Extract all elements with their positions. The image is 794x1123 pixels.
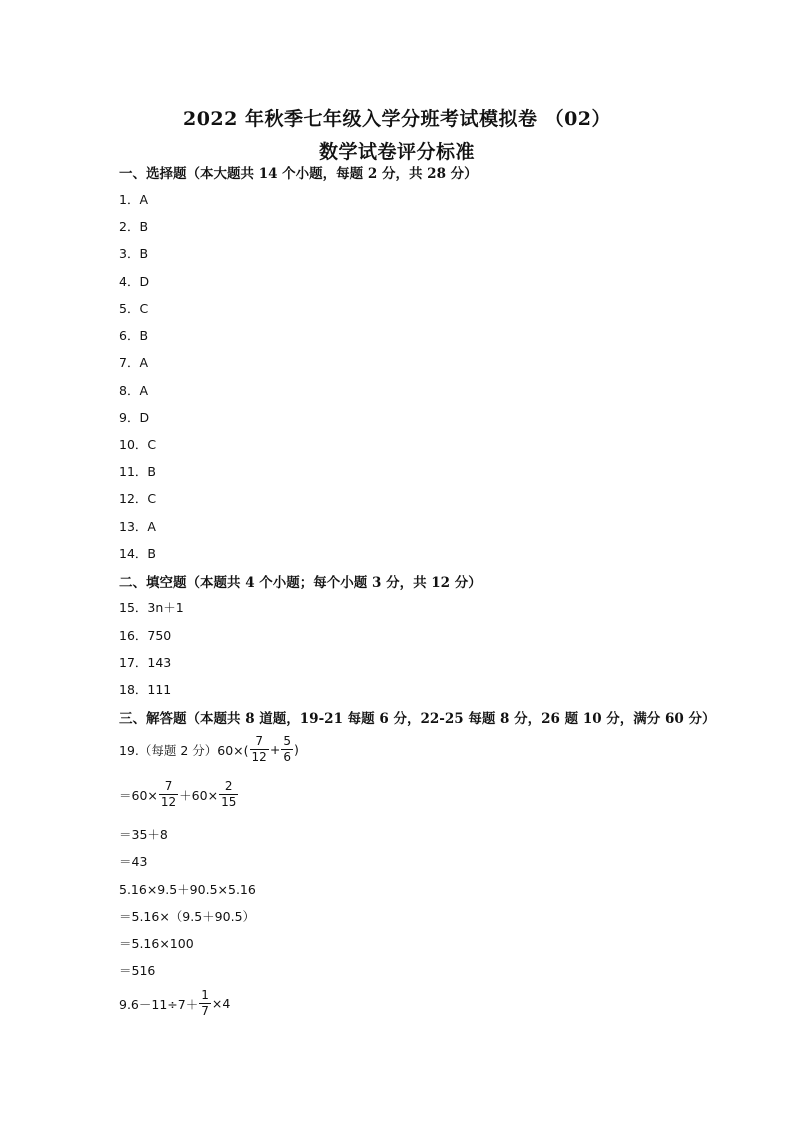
fraction: $\frac{7}{12}$ <box>251 734 267 764</box>
answer-item: 4．D <box>119 274 150 289</box>
fraction: $\frac{1}{7}$ <box>201 988 209 1018</box>
section-heading-solutions: 三、解答题（本题共 8 道题，19-21 每题 6 分，22-25 每题 8 分，26 题 10 分，满分 60 分） <box>119 711 716 727</box>
section-heading-fill-blank: 二、填空题（本题共 4 个小题；每个小题 3 分，共 12 分） <box>119 575 482 591</box>
solution-line: ＝43 <box>119 854 148 869</box>
answer-item: 15．3n＋1 <box>119 600 184 615</box>
answer-item: 3．B <box>119 246 149 261</box>
section-heading-multiple-choice: 一、选择题（本大题共 14 个小题，每题 2 分，共 28 分） <box>119 166 478 182</box>
answer-item: 16．750 <box>119 628 172 643</box>
answer-item: 5．C <box>119 301 149 316</box>
answer-item: 10．C <box>119 437 157 452</box>
fraction: $\frac{2}{15}$ <box>221 779 237 809</box>
page-subtitle: 数学试卷评分标准 <box>318 141 475 163</box>
solution-line: ＝5.16×（9.5＋90.5） <box>119 909 256 924</box>
answer-item: 9．D <box>119 410 150 425</box>
solution-line: ＝35＋8 <box>119 827 168 842</box>
answer-item: 2．B <box>119 219 149 234</box>
solution-line-q19: 19.（每题 2 分）60×( $\frac{7}{12}$ + $\frac{5}{6}$ ) <box>119 734 299 764</box>
solution-line: ＝60× $\frac{7}{12}$ ＋60× $\frac{2}{15}$ <box>119 779 237 809</box>
answer-item: 18．111 <box>119 682 172 697</box>
answer-item: 1．A <box>119 192 149 207</box>
answer-item: 8．A <box>119 383 149 398</box>
answer-item: 14．B <box>119 546 156 561</box>
solution-line: 9.6－11÷7＋ $\frac{1}{7}$ ×4 <box>119 988 231 1018</box>
answer-item: 11．B <box>119 464 156 479</box>
answer-item: 17．143 <box>119 655 172 670</box>
page-title: 2022 年秋季七年级入学分班考试模拟卷 （02） <box>182 108 612 130</box>
fraction: $\frac{5}{6}$ <box>283 734 291 764</box>
solution-line: ＝516 <box>119 963 156 978</box>
fraction: $\frac{7}{12}$ <box>160 779 177 809</box>
answer-item: 7．A <box>119 355 149 370</box>
answer-item: 12．C <box>119 491 157 506</box>
answer-item: 6．B <box>119 328 149 343</box>
answer-item: 13．A <box>119 519 156 534</box>
solution-line: 5.16×9.5＋90.5×5.16 <box>119 882 256 897</box>
solution-line: ＝5.16×100 <box>119 936 194 951</box>
